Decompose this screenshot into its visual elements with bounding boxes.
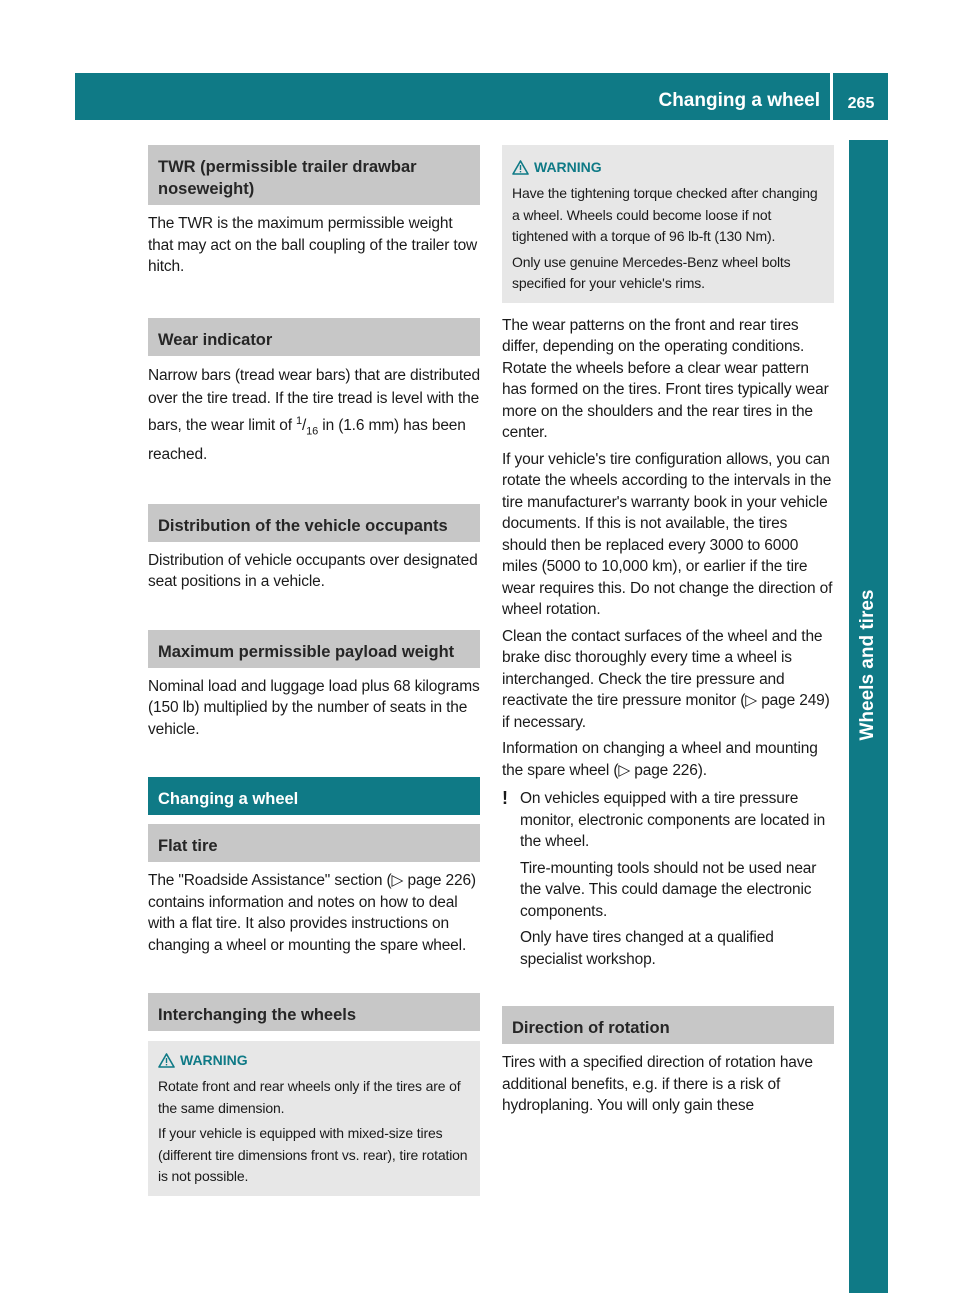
wear-text-part-2: in (1.6 mm) has been reached. [148, 416, 466, 463]
interchange-heading: Interchanging the wheels [148, 993, 480, 1031]
warning-title [512, 157, 824, 180]
direction-heading: Direction of rotation [502, 1006, 834, 1044]
direction-text: Tires with a specified direction of rotation have additional benefits, e.g. if there is a risk of hydroplaning. You will only gain these [502, 1054, 813, 1114]
wear-text-part-1: Narrow bars (tread wear bars) that are distributed over the tire tread. If the tire tread is level with the bars, the wear limit of [148, 366, 480, 434]
wear-indicator-text: Narrow bars (tread wear bars) that are distributed over the tire tread. If the tire tread is level with the bars, the wear limit of $^1/_{16}$ in (1.6 mm) has been reached. [148, 366, 480, 463]
exclamation-icon: ! [502, 788, 508, 808]
warning-paragraph: Rotate front and rear wheels only if the tires are of the same dimension. [158, 1078, 461, 1116]
page-number: 265 [847, 95, 875, 112]
header-divider [830, 73, 833, 120]
note-paragraph: Tire-mounting tools should not be used near the valve. This could damage the electronic components. [520, 859, 817, 920]
warning-paragraph: Only use genuine Mercedes-Benz wheel bolts specified for your vehicle's rims. [512, 253, 791, 291]
twr-heading: TWR (permissible trailer drawbar noseweight) [148, 145, 480, 205]
warning-paragraph: If your vehicle is equipped with mixed-size tires (different tire dimensions front vs. rear), tire rotation is not possible. [158, 1125, 468, 1185]
left-column [148, 145, 480, 1196]
payload-text: Nominal load and luggage load plus 68 kilograms (150 lb) multiplied by the number of seats in the vehicle. [148, 677, 480, 738]
flat-tire-text: The "Roadside Assistance" section (▷ page 226) contains information and notes on how to deal with a flat tire. It also provides instructions on changing a wheel or mounting the spare wheel. [148, 872, 476, 954]
rotation-intervals-text: If your vehicle's tire configuration allows, you can rotate the wheels according to the intervals in the tire manufacturer's warranty book in your vehicle documents. If this is not available, the tires should then be replaced every 3000 to 6000 miles (5000 to 10,000 km), or earlier if the tire wear requires this. Do not change the direction of wheel rotation. [502, 450, 833, 618]
section-heading: Changing a wheel [148, 777, 480, 815]
fraction-denominator: 16 [306, 424, 319, 437]
twr-text: The TWR is the maximum permissible weight that may act on the ball coupling of the trailer tow hitch. [148, 215, 478, 275]
distribution-text: Distribution of vehicle occupants over designated seat positions in a vehicle. [148, 551, 478, 591]
warning-label: WARNING [180, 1052, 248, 1069]
distribution-heading: Distribution of the vehicle occupants [148, 504, 480, 542]
warning-triangle-icon [512, 160, 534, 180]
wear-indicator-heading: Wear indicator [148, 318, 480, 356]
payload-heading: Maximum permissible payload weight [148, 630, 480, 668]
note [502, 788, 834, 970]
fraction-numerator: 1 [296, 414, 302, 427]
right-column [502, 145, 834, 1117]
flat-tire-heading: Flat tire [148, 824, 480, 862]
page-title: Changing a wheel [658, 90, 820, 111]
clean-surfaces-text: Clean the contact surfaces of the wheel and the brake disc thoroughly every time a wheel is interchanged. Check the tire pressure and reactivate the tire pressure monitor (▷ page 249) if necessary. [502, 627, 830, 731]
warning-paragraph: Have the tightening torque checked after changing a wheel. Wheels could become loose if not tightened with a torque of 96 lb-ft (130 Nm). [512, 185, 818, 244]
side-tab-label: Wheels and tires [857, 589, 878, 741]
warning-box [502, 145, 834, 303]
note-paragraph: On vehicles equipped with a tire pressure monitor, electronic components are located in the wheel. [520, 790, 826, 850]
wear-patterns-text: The wear patterns on the front and rear tires differ, depending on the operating conditions. Rotate the wheels before a clear wear pattern has formed on the tires. Front tires typically wear more on the shoulders and the rear tires in the center. [502, 316, 829, 441]
more-info-text: Information on changing a wheel and mounting the spare wheel (▷ page 226). [502, 740, 818, 779]
note-paragraph: Only have tires changed at a qualified specialist workshop. [520, 929, 774, 968]
warning-triangle-icon [158, 1053, 180, 1073]
warning-label: WARNING [534, 159, 602, 175]
warning-box [148, 1041, 480, 1196]
warning-title [158, 1050, 470, 1073]
